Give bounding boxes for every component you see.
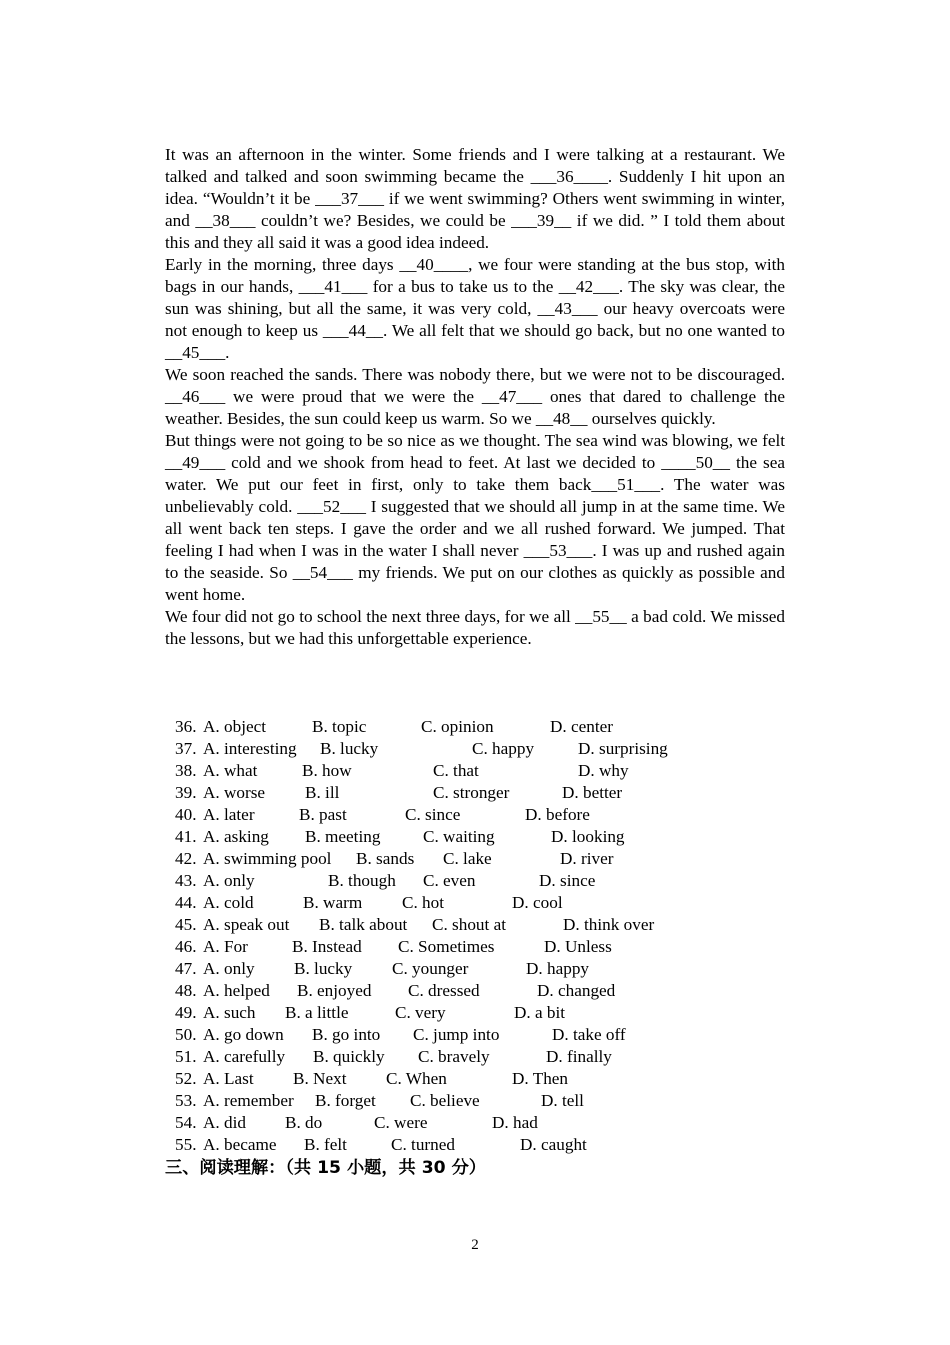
option-row xyxy=(175,892,785,914)
option-d: D. tell xyxy=(541,1091,584,1110)
option-a: A. only xyxy=(203,959,255,978)
question-number: 46. xyxy=(175,937,197,956)
answer-options-list xyxy=(175,716,785,1156)
option-row xyxy=(175,782,785,804)
passage-paragraph: Early in the morning, three days __40____, we four were standing at the bus stop, with bags in our hands, ___41___ for a bus to take us to the __42___. The sky was clear, the sun was shining, but all the same, it was very cold, __43___ our heavy overcoats were not enough to keep us ___44__. We all felt that we should go back, but no one wanted to __45___. xyxy=(165,255,785,362)
question-number: 44. xyxy=(175,893,197,912)
option-c: C. Sometimes xyxy=(398,937,495,956)
option-row xyxy=(175,848,785,870)
question-number: 41. xyxy=(175,827,197,846)
option-d: D. caught xyxy=(520,1135,587,1154)
option-d: D. better xyxy=(562,783,623,802)
option-a: A. carefully xyxy=(203,1047,286,1066)
option-a: A. speak out xyxy=(203,915,290,934)
option-a: A. later xyxy=(203,805,255,824)
option-c: C. hot xyxy=(402,893,445,912)
option-b: B. topic xyxy=(312,717,367,736)
option-b: B. warm xyxy=(303,893,363,912)
question-number: 52. xyxy=(175,1069,197,1088)
option-a: A. helped xyxy=(203,981,270,1000)
option-row xyxy=(175,1134,785,1156)
question-number: 37. xyxy=(175,739,197,758)
option-row xyxy=(175,738,785,760)
option-row xyxy=(175,870,785,892)
option-c: C. very xyxy=(395,1003,446,1022)
option-d: D. changed xyxy=(537,981,616,1000)
option-d: D. happy xyxy=(526,959,590,978)
option-c: C. stronger xyxy=(433,783,510,802)
option-b: B. forget xyxy=(315,1091,376,1110)
passage-paragraph: We soon reached the sands. There was nobody there, but we were not to be discouraged. __46___ we were proud that we were the __47___ ones that dared to challenge the weather. Besides, the sun could keep us warm. So we __48__ ourselves quickly. xyxy=(165,365,785,428)
option-a: A. remember xyxy=(203,1091,294,1110)
question-number: 43. xyxy=(175,871,197,890)
option-a: A. swimming pool xyxy=(203,849,332,868)
option-a: A. did xyxy=(203,1113,246,1132)
option-b: B. lucky xyxy=(294,959,353,978)
option-a: A. go down xyxy=(203,1025,284,1044)
option-c: C. turned xyxy=(391,1135,455,1154)
question-number: 38. xyxy=(175,761,197,780)
option-d: D. a bit xyxy=(514,1003,566,1022)
option-b: B. enjoyed xyxy=(297,981,372,1000)
option-b: B. go into xyxy=(312,1025,381,1044)
option-d: D. surprising xyxy=(578,739,668,758)
option-a: A. object xyxy=(203,717,267,736)
option-c: C. waiting xyxy=(423,827,495,846)
option-c: C. since xyxy=(405,805,461,824)
option-d: D. take off xyxy=(552,1025,626,1044)
option-b: B. ill xyxy=(305,783,340,802)
option-d: D. Then xyxy=(512,1069,569,1088)
option-d: D. center xyxy=(550,717,613,736)
question-number: 55. xyxy=(175,1135,197,1154)
option-d: D. since xyxy=(539,871,596,890)
option-b: B. Instead xyxy=(292,937,362,956)
option-row xyxy=(175,1090,785,1112)
option-row xyxy=(175,914,785,936)
option-d: D. cool xyxy=(512,893,563,912)
option-b: B. do xyxy=(285,1113,323,1132)
question-number: 51. xyxy=(175,1047,197,1066)
option-c: C. were xyxy=(374,1113,428,1132)
option-a: A. only xyxy=(203,871,255,890)
question-number: 39. xyxy=(175,783,197,802)
option-a: A. asking xyxy=(203,827,269,846)
option-c: C. jump into xyxy=(413,1025,500,1044)
option-c: C. believe xyxy=(410,1091,480,1110)
question-number: 40. xyxy=(175,805,197,824)
option-a: A. cold xyxy=(203,893,254,912)
option-b: B. Next xyxy=(293,1069,347,1088)
option-a: A. became xyxy=(203,1135,277,1154)
option-d: D. looking xyxy=(551,827,625,846)
option-d: D. Unless xyxy=(544,937,612,956)
option-d: D. river xyxy=(560,849,614,868)
option-row xyxy=(175,804,785,826)
question-number: 53. xyxy=(175,1091,197,1110)
option-b: B. lucky xyxy=(320,739,379,758)
option-row xyxy=(175,1024,785,1046)
option-c: C. happy xyxy=(472,739,535,758)
option-row xyxy=(175,760,785,782)
option-b: B. quickly xyxy=(313,1047,385,1066)
option-b: B. sands xyxy=(356,849,415,868)
option-row xyxy=(175,1046,785,1068)
option-a: A. what xyxy=(203,761,258,780)
question-number: 36. xyxy=(175,717,197,736)
question-number: 42. xyxy=(175,849,197,868)
option-c: C. dressed xyxy=(408,981,480,1000)
question-number: 50. xyxy=(175,1025,197,1044)
page-number: 2 xyxy=(471,1237,479,1253)
passage-paragraph: But things were not going to be so nice as we thought. The sea wind was blowing, we felt __49___ cold and we shook from head to feet. At last we decided to ____50__ the sea water. We put our feet in first, only to take them back___51___. The water was unbelievably cold. ___52___ I suggested that we should all jump in at the same time. We all went back ten steps. I gave the order and we all rushed forward. We jumped. That feeling I had when I was in the water I shall never ___53___. I was up and rushed again to the seaside. So __54___ my friends. We put on our clothes as quickly as possible and went home. xyxy=(165,431,785,604)
option-row xyxy=(175,1068,785,1090)
option-b: B. how xyxy=(302,761,352,780)
option-row xyxy=(175,1112,785,1134)
option-b: B. meeting xyxy=(305,827,381,846)
section-heading: 三、阅读理解：（共 15 小题，共 30 分） xyxy=(165,1158,486,1178)
option-d: D. had xyxy=(492,1113,538,1132)
option-c: C. even xyxy=(423,871,476,890)
passage-paragraph: It was an afternoon in the winter. Some friends and I were talking at a restaurant. We talked and talked and soon swimming became the ___36____. Suddenly I hit upon an idea. “Wouldn’t it be ___37___ if we went swimming? Others went swimming in winter, and __38___ couldn’t we? Besides, we could be ___39__ if we did. ” I told them about this and they all said it was a good idea indeed. xyxy=(165,145,785,252)
option-a: A. worse xyxy=(203,783,266,802)
cloze-passage xyxy=(165,144,785,650)
option-c: C. When xyxy=(386,1069,447,1088)
option-c: C. bravely xyxy=(418,1047,490,1066)
option-c: C. that xyxy=(433,761,479,780)
option-b: B. past xyxy=(299,805,347,824)
question-number: 45. xyxy=(175,915,197,934)
option-b: B. talk about xyxy=(319,915,408,934)
option-b: B. though xyxy=(328,871,396,890)
question-number: 47. xyxy=(175,959,197,978)
question-number: 48. xyxy=(175,981,197,1000)
option-d: D. before xyxy=(525,805,590,824)
option-row xyxy=(175,1002,785,1024)
option-a: A. such xyxy=(203,1003,256,1022)
option-row xyxy=(175,980,785,1002)
option-b: B. a little xyxy=(285,1003,349,1022)
option-d: D. think over xyxy=(563,915,655,934)
option-c: C. younger xyxy=(392,959,469,978)
option-d: D. finally xyxy=(546,1047,612,1066)
option-d: D. why xyxy=(578,761,629,780)
option-a: A. For xyxy=(203,937,248,956)
option-row xyxy=(175,936,785,958)
option-c: C. lake xyxy=(443,849,492,868)
option-c: C. shout at xyxy=(432,915,507,934)
question-number: 49. xyxy=(175,1003,197,1022)
option-row xyxy=(175,958,785,980)
option-b: B. felt xyxy=(304,1135,347,1154)
option-a: A. Last xyxy=(203,1069,254,1088)
option-row xyxy=(175,826,785,848)
option-row xyxy=(175,716,785,738)
question-number: 54. xyxy=(175,1113,197,1132)
passage-paragraph: We four did not go to school the next three days, for we all __55__ a bad cold. We missed the lessons, but we had this unforgettable experience. xyxy=(165,607,785,648)
option-a: A. interesting xyxy=(203,739,297,758)
option-c: C. opinion xyxy=(421,717,494,736)
